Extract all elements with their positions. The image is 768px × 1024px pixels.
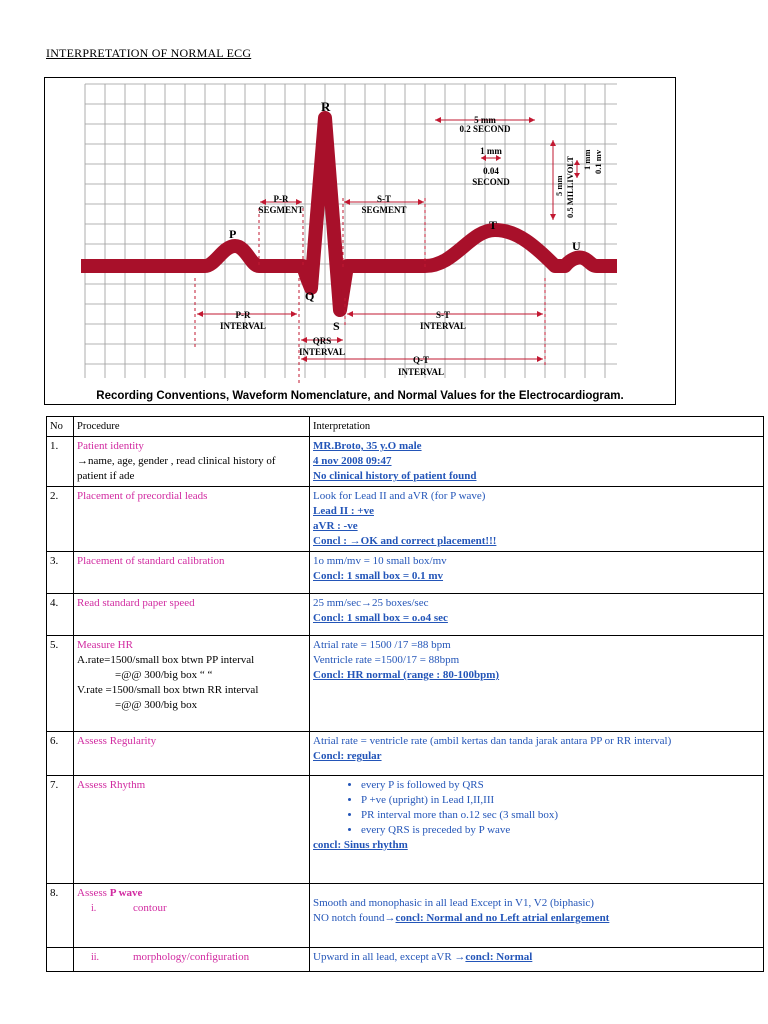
header-no: No bbox=[47, 417, 74, 437]
conclusion: concl: Sinus rhythm bbox=[313, 839, 408, 851]
label-02-second: 0.2 SECOND bbox=[459, 124, 511, 134]
procedure-detail: →name, age, gender , read clinical history of patient if ade bbox=[77, 455, 276, 482]
conclusion: Concl: 1 small box = o.o4 sec bbox=[313, 612, 448, 624]
label-pr-segment-1: P-R bbox=[273, 194, 289, 204]
label-pr-interval-2: INTERVAL bbox=[219, 321, 267, 331]
interpretation-cell bbox=[310, 884, 764, 948]
interpretation-line bbox=[313, 911, 760, 926]
interpretation-line: 25 mm/sec→25 boxes/sec bbox=[313, 597, 429, 609]
procedure-detail: A.rate=1500/small box btwn PP interval bbox=[77, 654, 255, 666]
label-p: P bbox=[229, 227, 237, 241]
ecg-diagram bbox=[45, 78, 677, 406]
interpretation-cell bbox=[310, 776, 764, 884]
procedure-title-bold: P wave bbox=[109, 887, 143, 899]
label-1mm: 1 mm bbox=[480, 146, 502, 156]
label-v-01mv: 0.1 mv bbox=[593, 149, 603, 174]
procedure-cell bbox=[74, 776, 310, 884]
table-row bbox=[47, 776, 764, 884]
procedure-detail: V.rate =1500/small box btwn RR interval bbox=[77, 684, 259, 696]
procedure-table bbox=[46, 416, 764, 972]
interpretation-line: aVR : -ve bbox=[313, 520, 358, 532]
header-procedure: Procedure bbox=[74, 417, 310, 437]
procedure-cell bbox=[74, 594, 310, 636]
header-interpretation: Interpretation bbox=[310, 417, 764, 437]
interpretation-cell bbox=[310, 636, 764, 732]
interpretation-line bbox=[313, 950, 760, 965]
patient-name: MR.Broto, 35 y.O male bbox=[313, 440, 422, 452]
figure-caption: Recording Conventions, Waveform Nomenclature, and Normal Values for the Electrocardiogram. bbox=[96, 390, 624, 402]
clinical-history: No clinical history of patient found bbox=[313, 470, 477, 482]
list-item: • every P is followed by QRS bbox=[361, 778, 760, 793]
interpretation-line: Lead II : +ve bbox=[313, 505, 374, 517]
row-number bbox=[47, 948, 74, 972]
procedure-title: Read standard paper speed bbox=[77, 597, 195, 609]
procedure-detail: =@@ 300/big box “ “ bbox=[115, 669, 213, 681]
procedure-detail: =@@ 300/big box bbox=[115, 699, 198, 711]
row-number: 7. bbox=[47, 776, 74, 884]
sub-step-number: i. bbox=[91, 903, 97, 914]
sub-step-label: contour bbox=[133, 902, 167, 914]
procedure-title: Measure HR bbox=[77, 639, 133, 651]
label-v-05mv: 0.5 MILLIVOLT bbox=[565, 156, 575, 218]
row-number: 8. bbox=[47, 884, 74, 948]
label-s: S bbox=[333, 319, 340, 333]
label-q: Q bbox=[305, 289, 315, 303]
interpretation-prefix: NO notch found→ bbox=[313, 912, 396, 924]
interpretation-cell bbox=[310, 437, 764, 487]
procedure-cell bbox=[74, 636, 310, 732]
interpretation-line: 1o mm/mv = 10 small box/mv bbox=[313, 555, 447, 567]
record-datetime: 4 nov 2008 09:47 bbox=[313, 455, 392, 467]
sub-step-number: ii. bbox=[91, 952, 100, 963]
procedure-title: Assess Rhythm bbox=[77, 779, 146, 791]
label-t: T bbox=[489, 218, 498, 232]
interpretation-cell bbox=[310, 732, 764, 776]
list-item: • PR interval more than o.12 sec (3 small box) bbox=[361, 808, 760, 823]
list-item: • P +ve (upright) in Lead I,II,III bbox=[361, 793, 760, 808]
sub-step bbox=[77, 950, 306, 965]
interpretation-line: Smooth and monophasic in all lead Except in V1, V2 (biphasic) bbox=[313, 897, 594, 909]
interpretation-line: Look for Lead II and aVR (for P wave) bbox=[313, 490, 486, 502]
interpretation-line: Atrial rate = ventricle rate (ambil kertas dan tanda jarak antara PP or RR interval) bbox=[313, 735, 672, 747]
row-number: 5. bbox=[47, 636, 74, 732]
label-qrs-interval-2: INTERVAL bbox=[298, 347, 346, 357]
interpretation-cell bbox=[310, 552, 764, 594]
table-row bbox=[47, 884, 764, 948]
label-pr-interval-1: P-R bbox=[235, 310, 251, 320]
row-number: 1. bbox=[47, 437, 74, 487]
list-item: • every QRS is preceded by P wave bbox=[361, 823, 760, 838]
label-qt-interval-2: INTERVAL bbox=[397, 367, 445, 377]
procedure-title: Patient identity bbox=[77, 440, 144, 452]
label-pr-segment-2: SEGMENT bbox=[258, 205, 304, 215]
sub-step-label: morphology/configuration bbox=[133, 951, 250, 963]
procedure-title bbox=[77, 886, 306, 901]
ecg-waveform-baseline bbox=[81, 118, 617, 310]
rhythm-criteria-list bbox=[313, 778, 760, 838]
interpretation-prefix: Upward in all lead, except aVR → bbox=[313, 951, 466, 963]
label-004: 0.04 bbox=[483, 166, 499, 176]
table-row bbox=[47, 948, 764, 972]
label-qrs-interval-1: QRS bbox=[312, 336, 332, 346]
label-r: R bbox=[321, 99, 331, 114]
label-qt-interval-1: Q-T bbox=[412, 355, 430, 365]
ecg-grid bbox=[85, 84, 617, 378]
table-row bbox=[47, 636, 764, 732]
table-row bbox=[47, 732, 764, 776]
interpretation-line: Ventricle rate =1500/17 = 88bpm bbox=[313, 654, 460, 666]
table-row bbox=[47, 487, 764, 552]
ecg-figure bbox=[44, 77, 676, 405]
procedure-title: Assess Regularity bbox=[77, 735, 157, 747]
table-header-row bbox=[47, 417, 764, 437]
procedure-cell bbox=[74, 732, 310, 776]
procedure-cell bbox=[74, 884, 310, 948]
conclusion: Concl: regular bbox=[313, 750, 382, 762]
conclusion: concl: Normal bbox=[465, 951, 533, 963]
conclusion: concl: Normal and no Left atrial enlargement bbox=[395, 912, 610, 924]
label-st-segment-2: SEGMENT bbox=[361, 205, 407, 215]
procedure-cell bbox=[74, 552, 310, 594]
interpretation-cell bbox=[310, 948, 764, 972]
procedure-cell bbox=[74, 948, 310, 972]
row-number: 6. bbox=[47, 732, 74, 776]
procedure-cell bbox=[74, 437, 310, 487]
label-st-interval-1: S-T bbox=[435, 310, 451, 320]
label-u: U bbox=[572, 239, 581, 253]
conclusion: Concl: HR normal (range : 80-100bpm) bbox=[313, 669, 500, 681]
table-row bbox=[47, 552, 764, 594]
row-number: 2. bbox=[47, 487, 74, 552]
procedure-title: Placement of precordial leads bbox=[77, 490, 208, 502]
conclusion: Concl: 1 small box = 0.1 mv bbox=[313, 570, 444, 582]
procedure-title-prefix: Assess bbox=[77, 887, 110, 899]
row-number: 3. bbox=[47, 552, 74, 594]
procedure-cell bbox=[74, 487, 310, 552]
interpretation-cell bbox=[310, 487, 764, 552]
document-title: INTERPRETATION OF NORMAL ECG bbox=[46, 46, 252, 60]
procedure-title: Placement of standard calibration bbox=[77, 555, 225, 567]
label-v-5mm: 5 mm bbox=[554, 175, 564, 196]
interpretation-line: Atrial rate = 1500 /17 =88 bpm bbox=[313, 639, 451, 651]
label-v-1mm: 1 mm bbox=[582, 149, 592, 170]
interpretation-cell bbox=[310, 594, 764, 636]
label-st-segment-1: S-T bbox=[376, 194, 392, 204]
conclusion: Concl : →OK and correct placement!!! bbox=[313, 535, 497, 547]
table-row bbox=[47, 594, 764, 636]
label-5mm: 5 mm bbox=[474, 115, 496, 125]
label-second: SECOND bbox=[472, 177, 510, 187]
label-st-interval-2: INTERVAL bbox=[419, 321, 467, 331]
sub-step bbox=[77, 901, 306, 916]
row-number: 4. bbox=[47, 594, 74, 636]
table-row bbox=[47, 437, 764, 487]
